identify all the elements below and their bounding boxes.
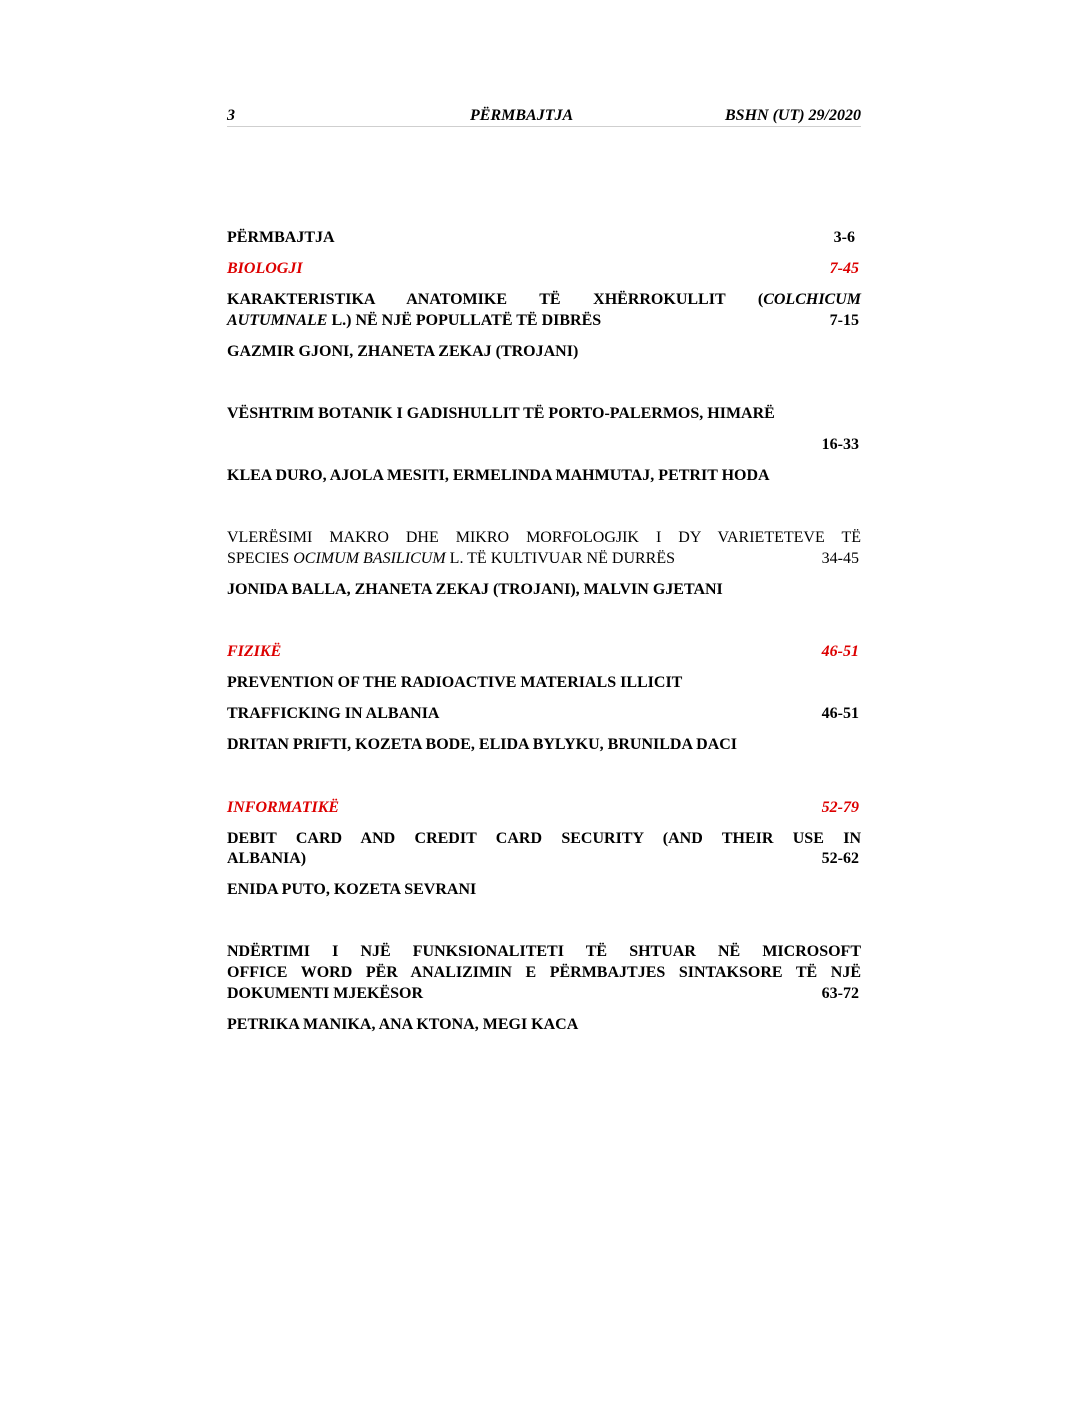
article-title-line: KARAKTERISTIKA ANATOMIKE TË XHËRROKULLIT (COLCHICUM [227, 291, 861, 308]
article-pages: 16-33 [821, 436, 859, 453]
entry-title: PËRMBAJTJA [227, 229, 335, 246]
article-title-line: NDËRTIMI I NJË FUNKSIONALITETI TË SHTUAR NË MICROSOFT [227, 943, 861, 960]
article-title-line: ALBANIA) 52-62 [227, 850, 859, 867]
section-heading-physics [227, 641, 861, 662]
article-pages: 63-72 [821, 985, 859, 1002]
article-pages: 52-62 [821, 850, 859, 867]
toc-page [227, 0, 861, 1408]
header-page-number: 3 [227, 107, 235, 124]
article-pages: 46-51 [821, 705, 859, 722]
section-label: FIZIKË [227, 643, 282, 660]
article-title: VËSHTRIM BOTANIK I GADISHULLIT TË PORTO-PALERMOS, HIMARË [227, 405, 775, 422]
section-pages: 7-45 [829, 260, 859, 277]
article-title-line: VLERËSIMI MAKRO DHE MIKRO MORFOLOGJIK I DY VARIETETEVE TË [227, 529, 861, 546]
article-pages: 7-15 [829, 312, 859, 329]
article-authors: KLEA DURO, AJOLA MESITI, ERMELINDA MAHMUTAJ, PETRIT HODA [227, 467, 770, 484]
article-pages: 34-45 [821, 550, 859, 567]
section-heading-biology [227, 258, 861, 279]
article-authors: ENIDA PUTO, KOZETA SEVRANI [227, 881, 477, 898]
article-title-line: OFFICE WORD PËR ANALIZIMIN E PËRMBAJTJES SINTAKSORE TË NJË [227, 964, 861, 981]
header-title: PËRMBAJTJA [470, 107, 574, 124]
running-header [227, 106, 861, 127]
entry-pages: 3-6 [833, 229, 855, 246]
article-authors: JONIDA BALLA, ZHANETA ZEKAJ (TROJANI), MALVIN GJETANI [227, 581, 723, 598]
article-authors: PETRIKA MANIKA, ANA KTONA, MEGI KACA [227, 1016, 579, 1033]
article-title-line: TRAFFICKING IN ALBANIA 46-51 [227, 705, 859, 722]
article-title-line: SPECIES OCIMUM BASILICUM L. TË KULTIVUAR NË DURRËS 34-45 [227, 550, 859, 567]
section-label: INFORMATIKË [227, 799, 340, 816]
article-title-line: AUTUMNALE L.) NË NJË POPULLATË TË DIBRËS 7-15 [227, 312, 859, 329]
section-heading-informatics [227, 797, 861, 818]
header-journal: BSHN (UT) 29/2020 [725, 107, 861, 124]
toc-entry-contents [227, 227, 861, 248]
article-authors: DRITAN PRIFTI, KOZETA BODE, ELIDA BYLYKU, BRUNILDA DACI [227, 736, 738, 753]
section-pages: 52-79 [821, 799, 859, 816]
article-authors: GAZMIR GJONI, ZHANETA ZEKAJ (TROJANI) [227, 343, 579, 360]
article-title-line: DEBIT CARD AND CREDIT CARD SECURITY (AND THEIR USE IN [227, 830, 861, 847]
section-pages: 46-51 [821, 643, 859, 660]
article-title-line: DOKUMENTI MJEKËSOR 63-72 [227, 985, 859, 1002]
section-label: BIOLOGJI [227, 260, 303, 277]
article-title-line: PREVENTION OF THE RADIOACTIVE MATERIALS ILLICIT [227, 674, 683, 691]
